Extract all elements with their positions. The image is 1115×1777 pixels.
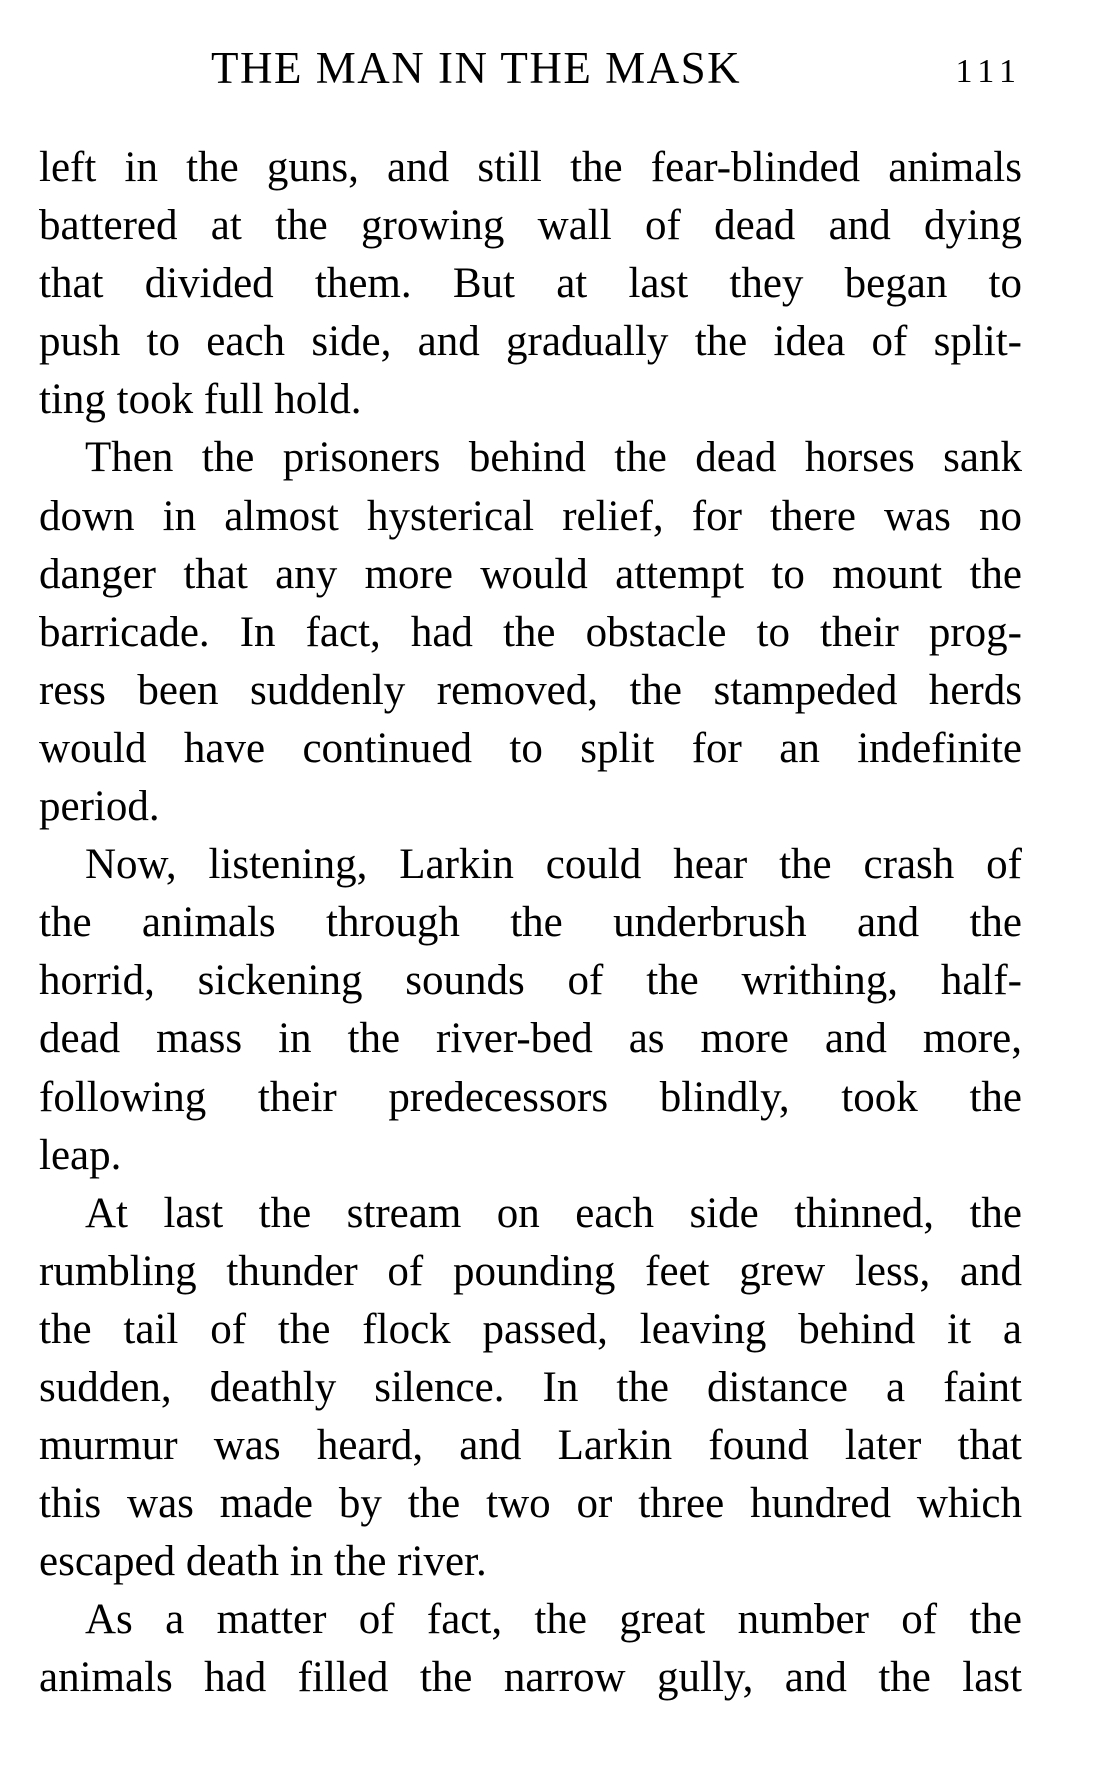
text-line: murmur was heard, and Larkin found later that: [39, 1422, 1022, 1470]
text-line: rumbling thunder of pounding feet grew less, and: [39, 1247, 1022, 1295]
text-line: Now, listening, Larkin could hear the crash of: [85, 841, 1022, 889]
text-line: following their predecessors blindly, took the: [39, 1073, 1022, 1121]
text-line: animals had filled the narrow gully, and the last: [39, 1654, 1022, 1702]
text-line: push to each side, and gradually the idea of split-: [39, 318, 1022, 366]
paragraph: [39, 1185, 1022, 1592]
text-line: danger that any more would attempt to mount the: [39, 550, 1022, 598]
paragraph: [39, 139, 1022, 429]
paragraph: [39, 1591, 1022, 1707]
text-line: Then the prisoners behind the dead horses sank: [85, 434, 1022, 482]
paragraph: [39, 429, 1022, 836]
page-number: 111: [955, 53, 1022, 90]
text-line: barricade. In fact, had the obstacle to their prog-: [39, 608, 1022, 656]
paragraph: [39, 836, 1022, 1185]
text-line: horrid, sickening sounds of the writhing, half-: [39, 957, 1022, 1005]
text-line: that divided them. But at last they began to: [39, 260, 1022, 308]
text-line: period.: [39, 783, 160, 831]
page-body: [39, 139, 1022, 1708]
text-line: leap.: [39, 1131, 122, 1179]
text-line: the tail of the flock passed, leaving behind it a: [39, 1305, 1022, 1353]
text-line: would have continued to split for an indefinite: [39, 724, 1022, 772]
text-line: down in almost hysterical relief, for there was no: [39, 492, 1022, 540]
text-line: At last the stream on each side thinned, the: [85, 1189, 1022, 1237]
text-line: ress been suddenly removed, the stampeded herds: [39, 666, 1022, 714]
text-line: this was made by the two or three hundred which: [39, 1480, 1022, 1528]
text-line: the animals through the underbrush and the: [39, 899, 1022, 947]
text-line: dead mass in the river-bed as more and more,: [39, 1015, 1022, 1063]
text-line: escaped death in the river.: [39, 1538, 487, 1586]
text-line: As a matter of fact, the great number of the: [85, 1596, 1022, 1644]
text-line: battered at the growing wall of dead and dying: [39, 202, 1022, 250]
text-line: sudden, deathly silence. In the distance a faint: [39, 1363, 1022, 1411]
text-line: ting took full hold.: [39, 376, 362, 424]
text-line: left in the guns, and still the fear-blinded animals: [39, 144, 1022, 191]
page-header: [39, 38, 1022, 98]
running-title: THE MAN IN THE MASK: [211, 43, 742, 93]
